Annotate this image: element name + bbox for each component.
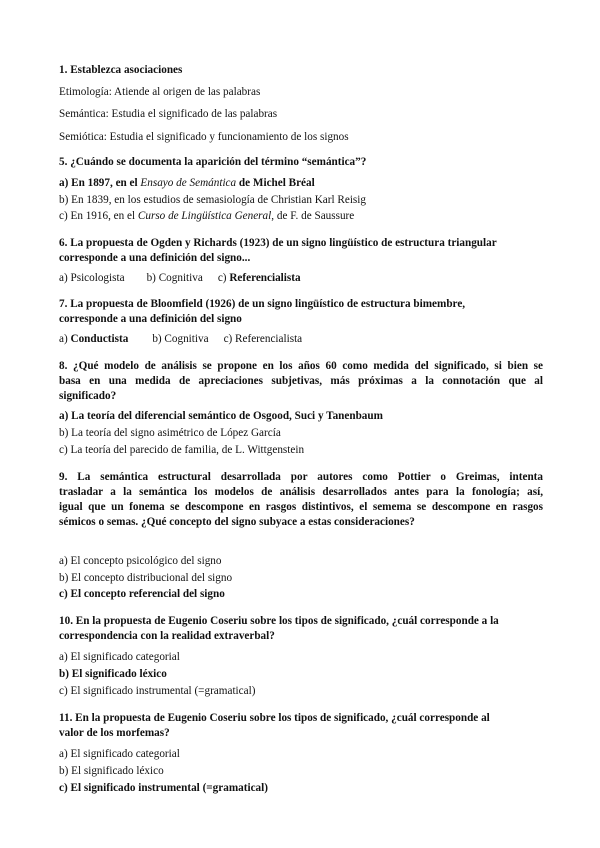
q9-option-a: a) El concepto psicológico del signo bbox=[59, 555, 222, 567]
q10-option-c: c) El significado instrumental (=gramatical) bbox=[59, 685, 256, 697]
question-10-line-2: correspondencia con la realidad extraverbal? bbox=[59, 630, 275, 642]
q11-option-c: c) El significado instrumental (=gramatical) bbox=[59, 782, 268, 794]
question-5-title: 5. ¿Cuándo se documenta la aparición del término “semántica”? bbox=[59, 156, 367, 168]
question-7-line-1: 7. La propuesta de Bloomfield (1926) de un signo lingüístico de estructura bimembre, bbox=[59, 298, 466, 310]
q5-option-b: b) En 1839, en los estudios de semasiología de Christian Karl Reisig bbox=[59, 194, 366, 206]
q1-item-semantica: Semántica: Estudia el significado de las palabras bbox=[59, 108, 278, 120]
q6-option-c: c) Referencialista bbox=[217, 272, 301, 284]
question-11-line-2: valor de los morfemas? bbox=[59, 727, 170, 739]
q9-option-b: b) El concepto distribucional del signo bbox=[59, 572, 233, 584]
q7-option-a: a) Conductista bbox=[59, 333, 129, 345]
q9-option-c: c) El concepto referencial del signo bbox=[59, 588, 225, 600]
question-10-line-1: 10. En la propuesta de Eugenio Coseriu sobre los tipos de significado, ¿cuál corresponde a la bbox=[59, 615, 499, 627]
q1-item-etimologia: Etimología: Atiende al origen de las palabras bbox=[59, 86, 261, 98]
q7-option-c: c) Referencialista bbox=[223, 333, 303, 345]
q5-option-a-title: Ensayo de Semántica bbox=[140, 177, 237, 189]
question-1-title: 1. Establezca asociaciones bbox=[59, 64, 183, 76]
question-8-line-1: 8. ¿Qué modelo de análisis se propone en los años 60 como medida del significado, si bien se bbox=[59, 360, 543, 372]
question-8-line-3: significado? bbox=[59, 390, 117, 402]
q5-option-c: c) En 1916, en el Curso de Lingüística General, de F. de Saussure bbox=[59, 210, 355, 222]
question-9-line-3: igual que un fonema se descompone en rasgos distintivos, el semema se descompone en rasgos bbox=[59, 501, 543, 513]
q5-option-c-title: Curso de Lingüística General bbox=[137, 210, 272, 222]
q11-option-a: a) El significado categorial bbox=[59, 748, 180, 760]
q8-option-b: b) La teoría del signo asimétrico de López García bbox=[59, 427, 281, 439]
q8-option-a: a) La teoría del diferencial semántico de Osgood, Suci y Tanenbaum bbox=[59, 410, 383, 422]
q5-option-a: a) En 1897, en el Ensayo de Semántica de Michel Bréal bbox=[59, 177, 315, 189]
q10-option-b: b) El significado léxico bbox=[59, 668, 167, 680]
q7-option-b: b) Cognitiva bbox=[152, 333, 209, 345]
q7-options bbox=[59, 332, 302, 346]
question-6-line-1: 6. La propuesta de Ogden y Richards (1923) de un signo lingüístico de estructura triangular bbox=[59, 237, 497, 249]
q10-option-a: a) El significado categorial bbox=[59, 651, 180, 663]
question-6-line-2: corresponde a una definición del signo... bbox=[59, 252, 251, 264]
q6-options bbox=[59, 271, 301, 285]
q8-option-c: c) La teoría del parecido de familia, de L. Wittgenstein bbox=[59, 444, 305, 456]
question-9-line-4: sémicos o semas. ¿Qué concepto del signo subyace a estas consideraciones? bbox=[59, 516, 415, 528]
question-8-line-2: basa en una medida de apreciaciones subjetivas, más próximas a la connotación que al bbox=[59, 375, 543, 387]
q6-option-a: a) Psicologista bbox=[59, 272, 125, 284]
q6-option-b: b) Cognitiva bbox=[146, 272, 203, 284]
question-11-line-1: 11. En la propuesta de Eugenio Coseriu sobre los tipos de significado, ¿cuál corresponde al bbox=[59, 712, 490, 724]
question-9-line-2: trasladar a la semántica los modelos de análisis desarrollados antes para la fonología; así, bbox=[59, 486, 543, 498]
q1-item-semiotica: Semiótica: Estudia el significado y funcionamiento de los signos bbox=[59, 131, 349, 143]
question-7-line-2: corresponde a una definición del signo bbox=[59, 313, 242, 325]
question-9-line-1: 9. La semántica estructural desarrollada por autores como Pottier o Greimas, intenta bbox=[59, 471, 543, 483]
q11-option-b: b) El significado léxico bbox=[59, 765, 164, 777]
